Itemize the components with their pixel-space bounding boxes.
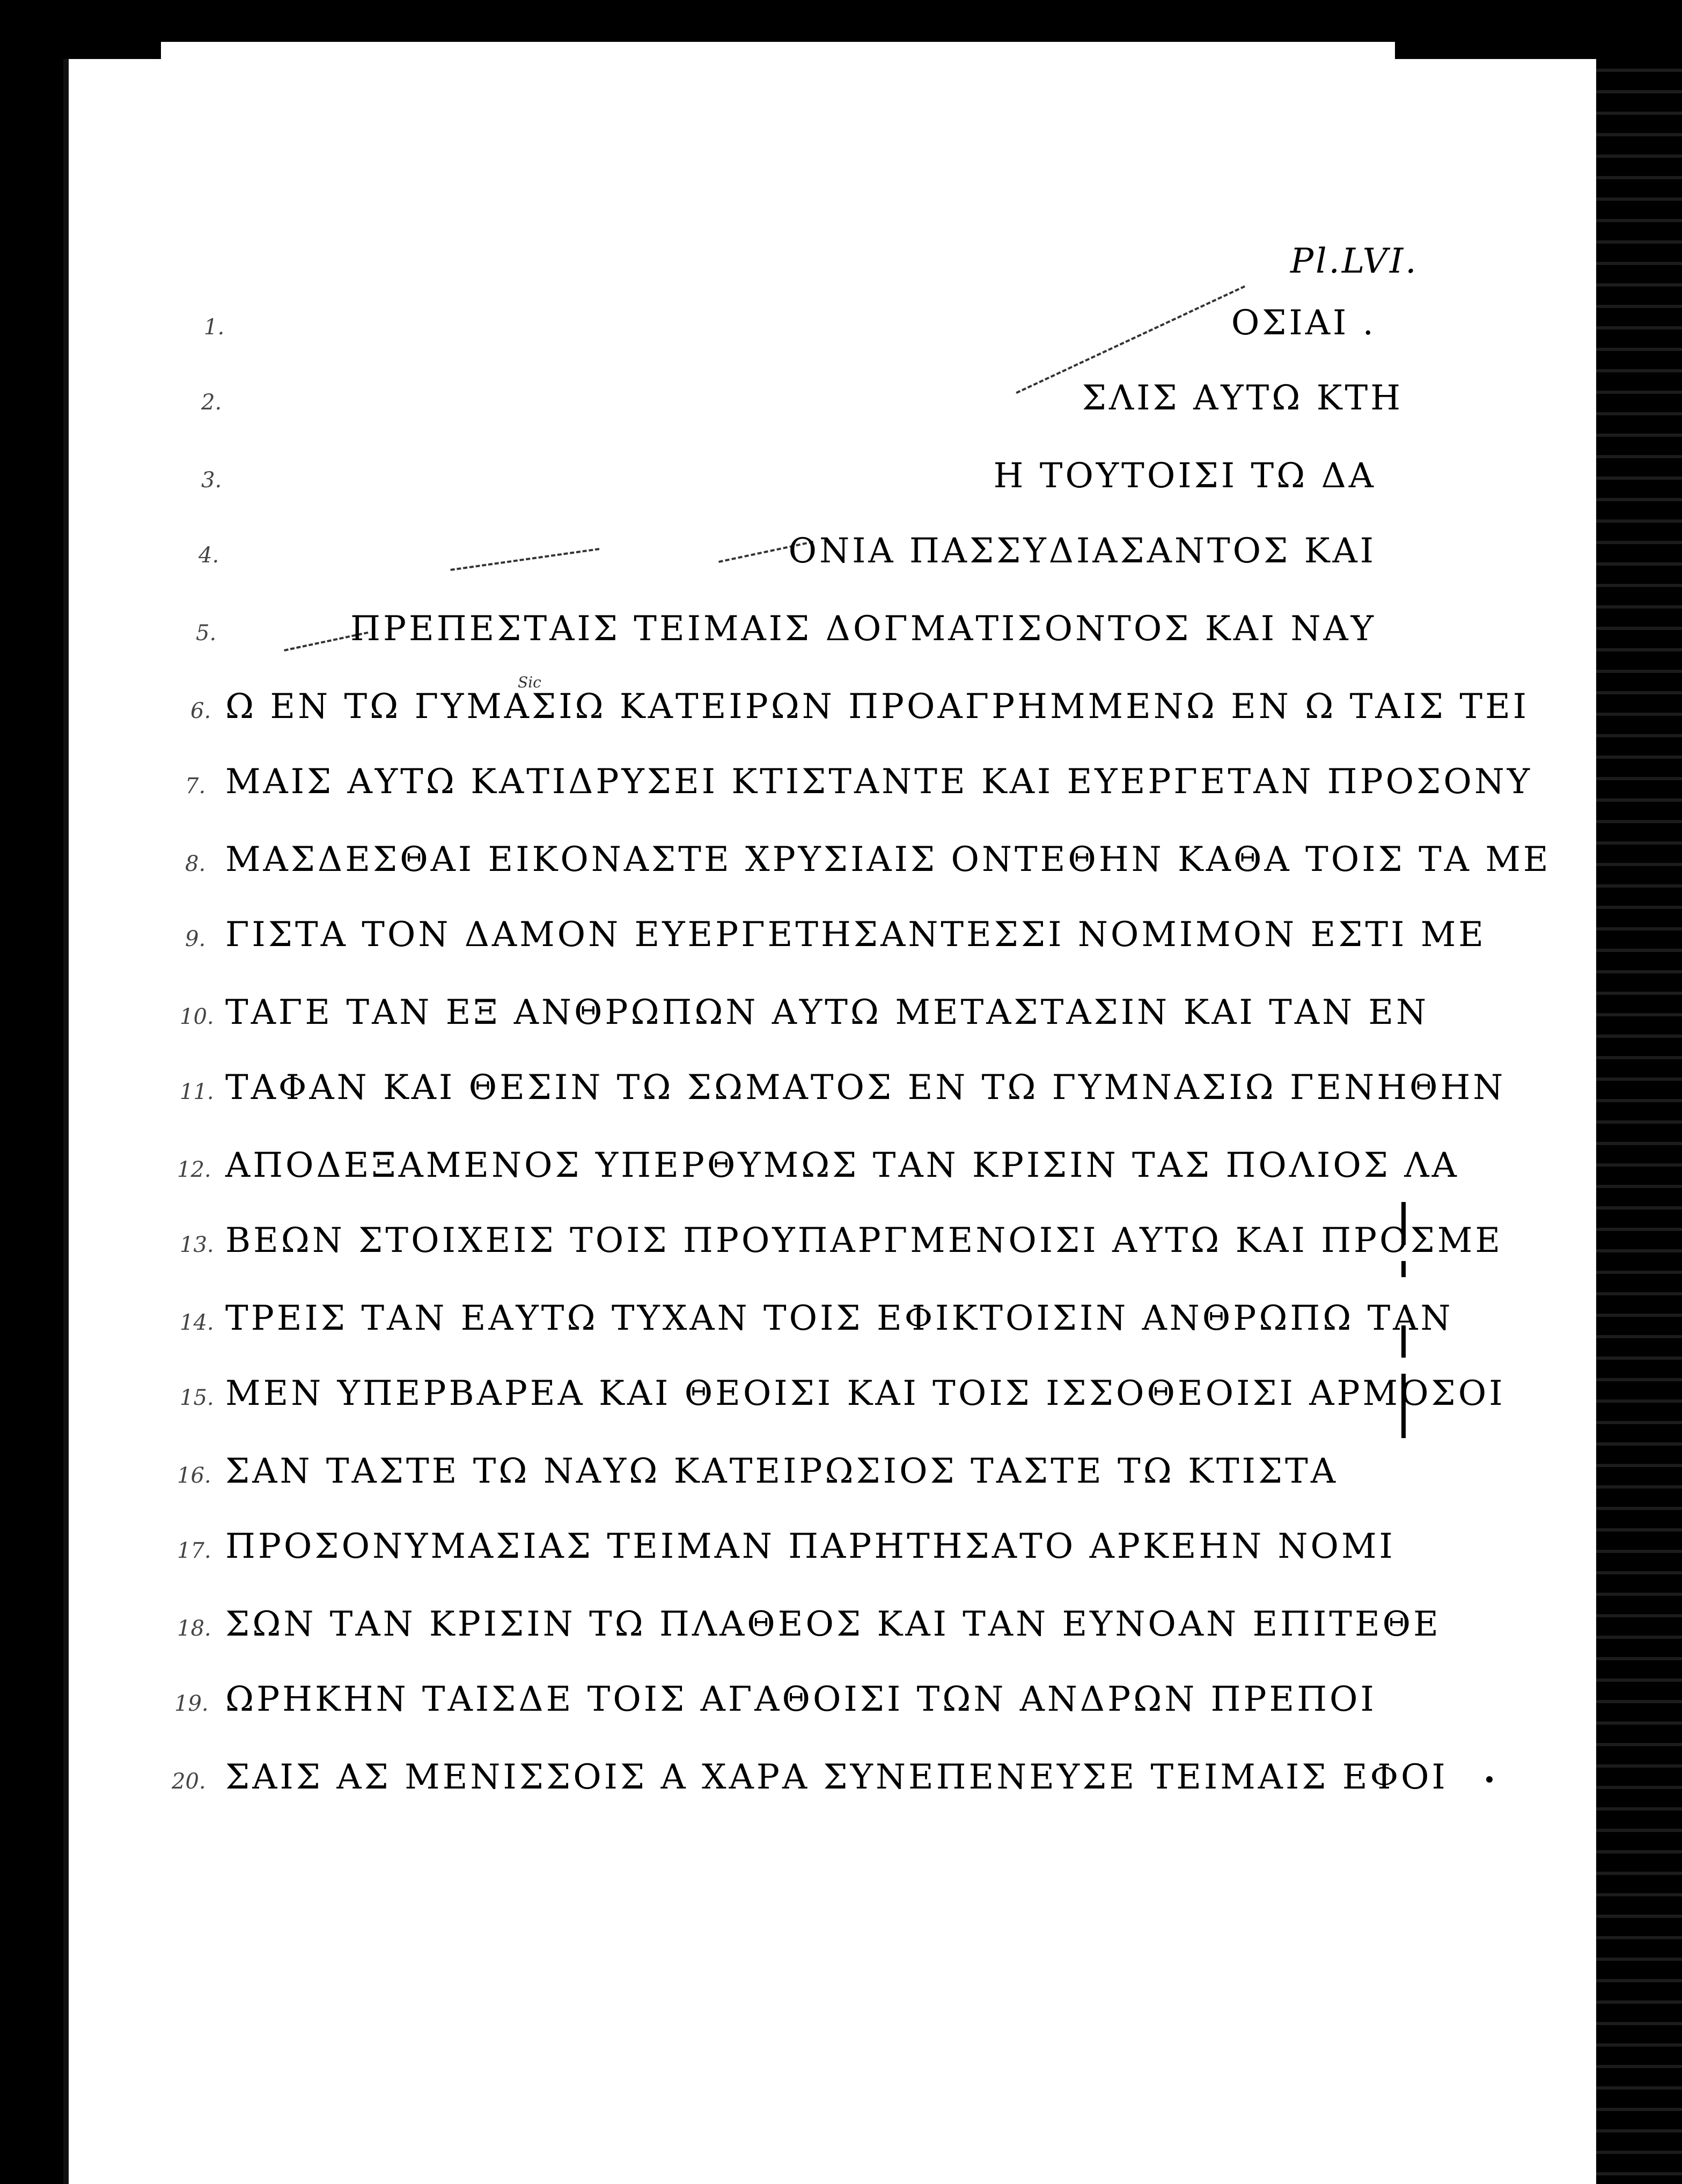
inscription-line: [0, 915, 1486, 974]
line-text: ΟΝΙΑ ΠΑΣΣΥΔΙΑΣΑΝΤΟΣ ΚΑΙ: [788, 531, 1376, 571]
line-number: 1.: [204, 315, 225, 340]
scan-right-edge: [1596, 59, 1682, 2184]
line-number: 18.: [177, 1616, 211, 1641]
line-text: ΣΑΙΣ ΑΣ ΜΕΝΙΣΣΟΙΣ Α ΧΑΡΑ ΣΥΝΕΠΕΝΕΥΣΕ ΤΕΙΜΑΙΣ ΕΦΟΙ: [225, 1757, 1448, 1797]
line-text: ΤΑΦΑΝ ΚΑΙ ΘΕΣΙΝ ΤΩ ΣΩΜΑΤΟΣ ΕΝ ΤΩ ΓΥΜΝΑΣΙΩ ΓΕΝΗΘΗΝ: [225, 1068, 1506, 1108]
inscription-line: [0, 303, 1390, 362]
line-number: 8.: [185, 852, 206, 876]
line-number: 12.: [177, 1157, 211, 1182]
inscription-line: [0, 1452, 1390, 1511]
ink-spot: [1486, 1776, 1493, 1783]
inscription-line: [0, 609, 1390, 668]
line-text: ΜΑΣΔΕΣΘΑΙ ΕΙΚΟΝΑΣΤΕ ΧΡΥΣΙΑΙΣ ΟΝΤΕΘΗΝ ΚΑΘΑ ΤΟΙΣ ΤΑ ΜΕ: [225, 840, 1551, 880]
line-text: ΒΕΩΝ ΣΤΟΙΧΕΙΣ ΤΟΙΣ ΠΡΟΥΠΑΡΓΜΕΝΟΙΣΙ ΑΥΤΩ ΚΑΙ ΠΡΟΣΜΕ: [225, 1221, 1503, 1260]
line-text: ΩΡΗΚΗΝ ΤΑΙΣΔΕ ΤΟΙΣ ΑΓΑΘΟΙΣΙ ΤΩΝ ΑΝΔΡΩΝ ΠΡΕΠΟΙ: [225, 1680, 1377, 1719]
inscription-line: [0, 993, 1429, 1052]
line-number: 3.: [201, 468, 222, 493]
line-text: ΟΣΙΑΙ .: [1231, 303, 1376, 343]
line-text: ΑΠΟΔΕΞΑΜΕΝΟΣ ΥΠΕΡΘΥΜΩΣ ΤΑΝ ΚΡΙΣΙΝ ΤΑΣ ΠΟΛΙΟΣ ΛΑ: [225, 1146, 1459, 1185]
line-number: 13.: [180, 1233, 214, 1257]
line-text: ΠΡΕΠΕΣΤΑΙΣ ΤΕΙΜΑΙΣ ΔΟΓΜΑΤΙΣΟΝΤΟΣ ΚΑΙ ΝΑΥ: [350, 609, 1376, 649]
line-text: ΣΩΝ ΤΑΝ ΚΡΙΣΙΝ ΤΩ ΠΛΑΘΕΟΣ ΚΑΙ ΤΑΝ ΕΥΝΟΑΝ ΕΠΙΤΕΘΕ: [225, 1604, 1441, 1644]
line-text: Ω ΕΝ ΤΩ ΓΥΜΑΣΙΩ ΚΑΤΕΙΡΩΝ ΠΡΟΑΓΡΗΜΜΕΝΩ ΕΝ Ω ΤΑΙΣ ΤΕΙ: [225, 687, 1530, 727]
line-number: 17.: [177, 1538, 211, 1563]
line-text: ΠΡΟΣΟΝΥΜΑΣΙΑΣ ΤΕΙΜΑΝ ΠΑΡΗΤΗΣΑΤΟ ΑΡΚΕΗΝ ΝΟΜΙ: [225, 1527, 1395, 1566]
line-number: 14.: [180, 1310, 214, 1335]
inscription-line: [0, 1604, 1441, 1663]
line-text: ΜΑΙΣ ΑΥΤΩ ΚΑΤΙΔΡΥΣΕΙ ΚΤΙΣΤΑΝΤΕ ΚΑΙ ΕΥΕΡΓΕΤΑΝ ΠΡΟΣΟΝΥ: [225, 762, 1533, 802]
inscription-line: [0, 1374, 1505, 1433]
sic-annotation: Sic: [518, 673, 541, 691]
inscription-line: [0, 1068, 1506, 1127]
line-number: 19.: [174, 1691, 209, 1716]
inscription-line: [0, 1527, 1395, 1586]
line-number: 20.: [172, 1769, 206, 1794]
line-number: 11.: [180, 1080, 214, 1104]
inscription-line: [0, 762, 1533, 821]
line-text: Η ΤΟΥΤΟΙΣΙ ΤΩ ΔΑ: [993, 456, 1376, 496]
line-text: ΤΡΕΙΣ ΤΑΝ ΕΑΥΤΩ ΤΥΧΑΝ ΤΟΙΣ ΕΦΙΚΤΟΙΣΙΝ ΑΝΘΡΩΠΩ ΤΑΝ: [225, 1299, 1453, 1338]
line-text: ΓΙΣΤΑ ΤΟΝ ΔΑΜΟΝ ΕΥΕΡΓΕΤΗΣΑΝΤΕΣΣΙ ΝΟΜΙΜΟΝ ΕΣΤΙ ΜΕ: [225, 915, 1486, 955]
margin-bracket: [1401, 1261, 1406, 1277]
line-text: ΣΑΝ ΤΑΣΤΕ ΤΩ ΝΑΥΩ ΚΑΤΕΙΡΩΣΙΟΣ ΤΑΣΤΕ ΤΩ ΚΤΙΣΤΑ: [225, 1452, 1339, 1491]
inscription-line: [0, 531, 1390, 590]
inscription-line: [0, 456, 1390, 515]
line-number: 5.: [196, 621, 217, 646]
line-number: 15.: [180, 1386, 214, 1410]
line-number: 2.: [201, 390, 222, 415]
inscription-line: [0, 1680, 1390, 1739]
line-number: 10.: [180, 1005, 214, 1029]
line-number: 6.: [190, 699, 211, 723]
line-number: 4.: [199, 543, 219, 568]
inscription-line: [0, 1146, 1459, 1205]
line-text: ΣΛΙΣ ΑΥΤΩ ΚΤΗ: [1082, 378, 1403, 418]
inscription-line: [0, 1221, 1503, 1280]
line-number: 7.: [185, 774, 206, 798]
line-number: 9.: [185, 927, 206, 951]
line-number: 16.: [177, 1463, 211, 1488]
line-text: ΤΑΓΕ ΤΑΝ ΕΞ ΑΝΘΡΩΠΩΝ ΑΥΤΩ ΜΕΤΑΣΤΑΣΙΝ ΚΑΙ ΤΑΝ ΕΝ: [225, 993, 1429, 1032]
inscription-line: [0, 1299, 1453, 1358]
inscription-line: [0, 378, 1403, 437]
inscription-line: [0, 840, 1551, 899]
plate-label: Pl.LVI.: [1290, 241, 1419, 281]
line-text: ΜΕΝ ΥΠΕΡΒΑΡΕΑ ΚΑΙ ΘΕΟΙΣΙ ΚΑΙ ΤΟΙΣ ΙΣΣΟΘΕΟΙΣΙ ΑΡΜΟΣΟΙ: [225, 1374, 1505, 1413]
inscription-line: [0, 687, 1530, 746]
inscription-line: [0, 1757, 1448, 1816]
